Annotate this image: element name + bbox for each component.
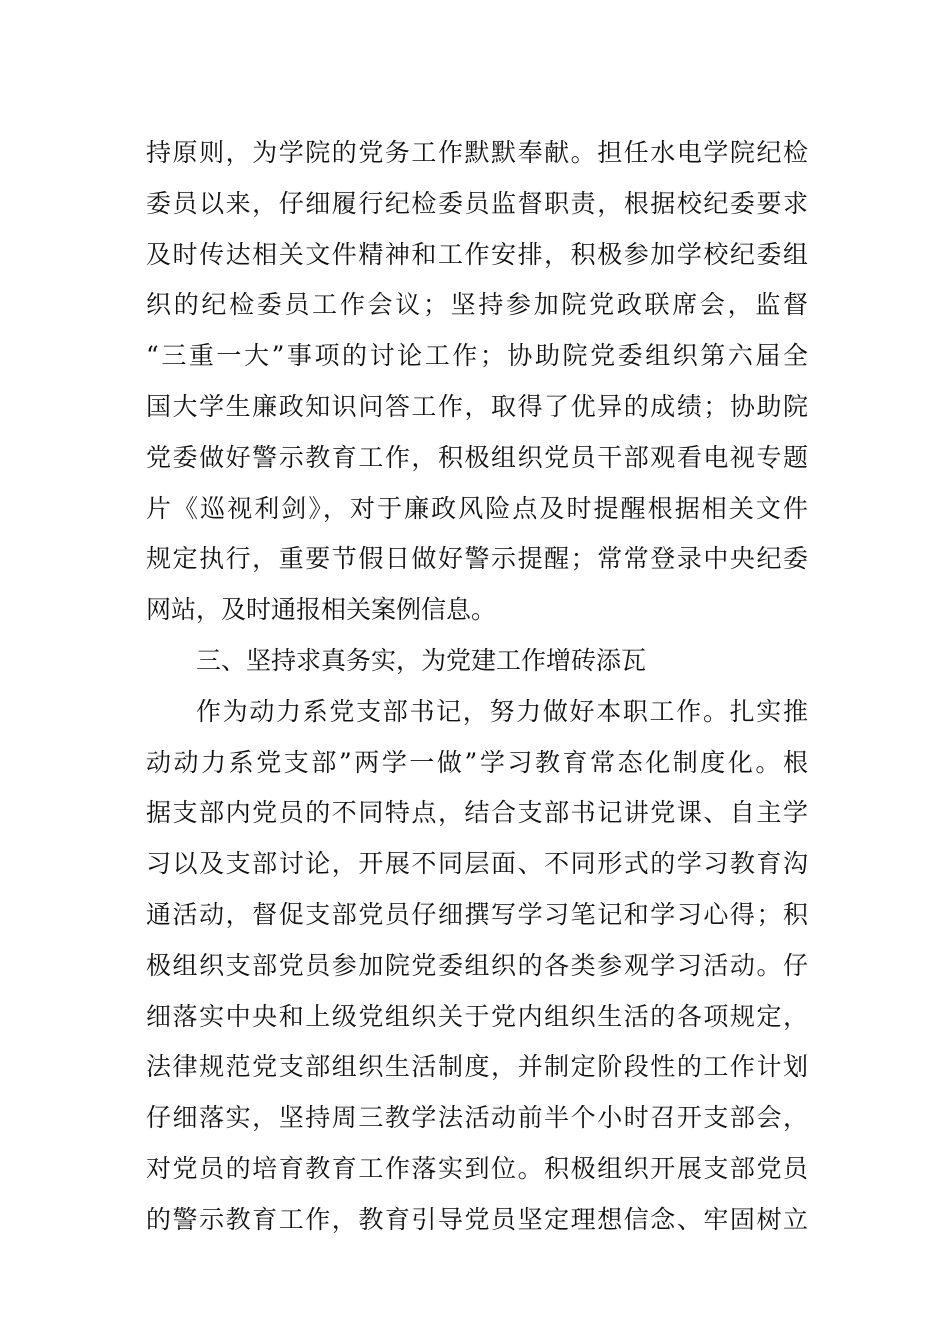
text-line: 的警示教育工作，教育引导党员坚定理想信念、牢固树立 [146,1204,808,1234]
text-line: 法律规范党支部组织生活制度，并制定阶段性的工作计划 [146,1052,808,1082]
body-text [146,128,808,1246]
text-line: 动动力系党支部”两学一做”学习教育常态化制度化。根 [146,747,808,777]
text-line: 习以及支部讨论，开展不同层面、不同形式的学习教育沟 [146,849,808,879]
section-heading: 三、坚持求真务实，为党建工作增砖添瓦 [196,645,647,675]
text-line: 据支部内党员的不同特点，结合支部书记讲党课、自主学 [146,798,808,828]
text-line: 国大学生廉政知识问答工作，取得了优异的成绩；协助院 [146,391,808,421]
text-line: 织的纪检委员工作会议；坚持参加院党政联席会，监督 [146,290,808,320]
text-line: 通活动，督促支部党员仔细撰写学习笔记和学习心得；积 [146,899,808,929]
text-line: “三重一大”事项的讨论工作；协助院党委组织第六届全 [146,341,808,371]
text-line: 片《巡视利剑》，对于廉政风险点及时提醒根据相关文件 [146,493,808,523]
text-line: 及时传达相关文件精神和工作安排，积极参加学校纪委组 [146,239,808,269]
text-line: 规定执行，重要节假日做好警示提醒；常常登录中央纪委 [146,544,808,574]
text-line: 作为动力系党支部书记，努力做好本职工作。扎实推 [196,696,808,726]
text-line: 委员以来，仔细履行纪检委员监督职责，根据校纪委要求 [146,188,808,218]
text-line: 仔细落实，坚持周三教学法活动前半个小时召开支部会， [146,1103,808,1133]
text-line: 持原则，为学院的党务工作默默奉献。担任水电学院纪检 [146,138,808,167]
text-line: 对党员的培育教育工作落实到位。积极组织开展支部党员 [146,1153,808,1183]
text-line: 网站，及时通报相关案例信息。 [146,595,497,625]
text-line: 党委做好警示教育工作，积极组织党员干部观看电视专题 [146,442,808,472]
text-line: 极组织支部党员参加院党委组织的各类参观学习活动。仔 [146,950,808,980]
text-line: 细落实中央和上级党组织关于党内组织生活的各项规定， [146,1001,808,1031]
